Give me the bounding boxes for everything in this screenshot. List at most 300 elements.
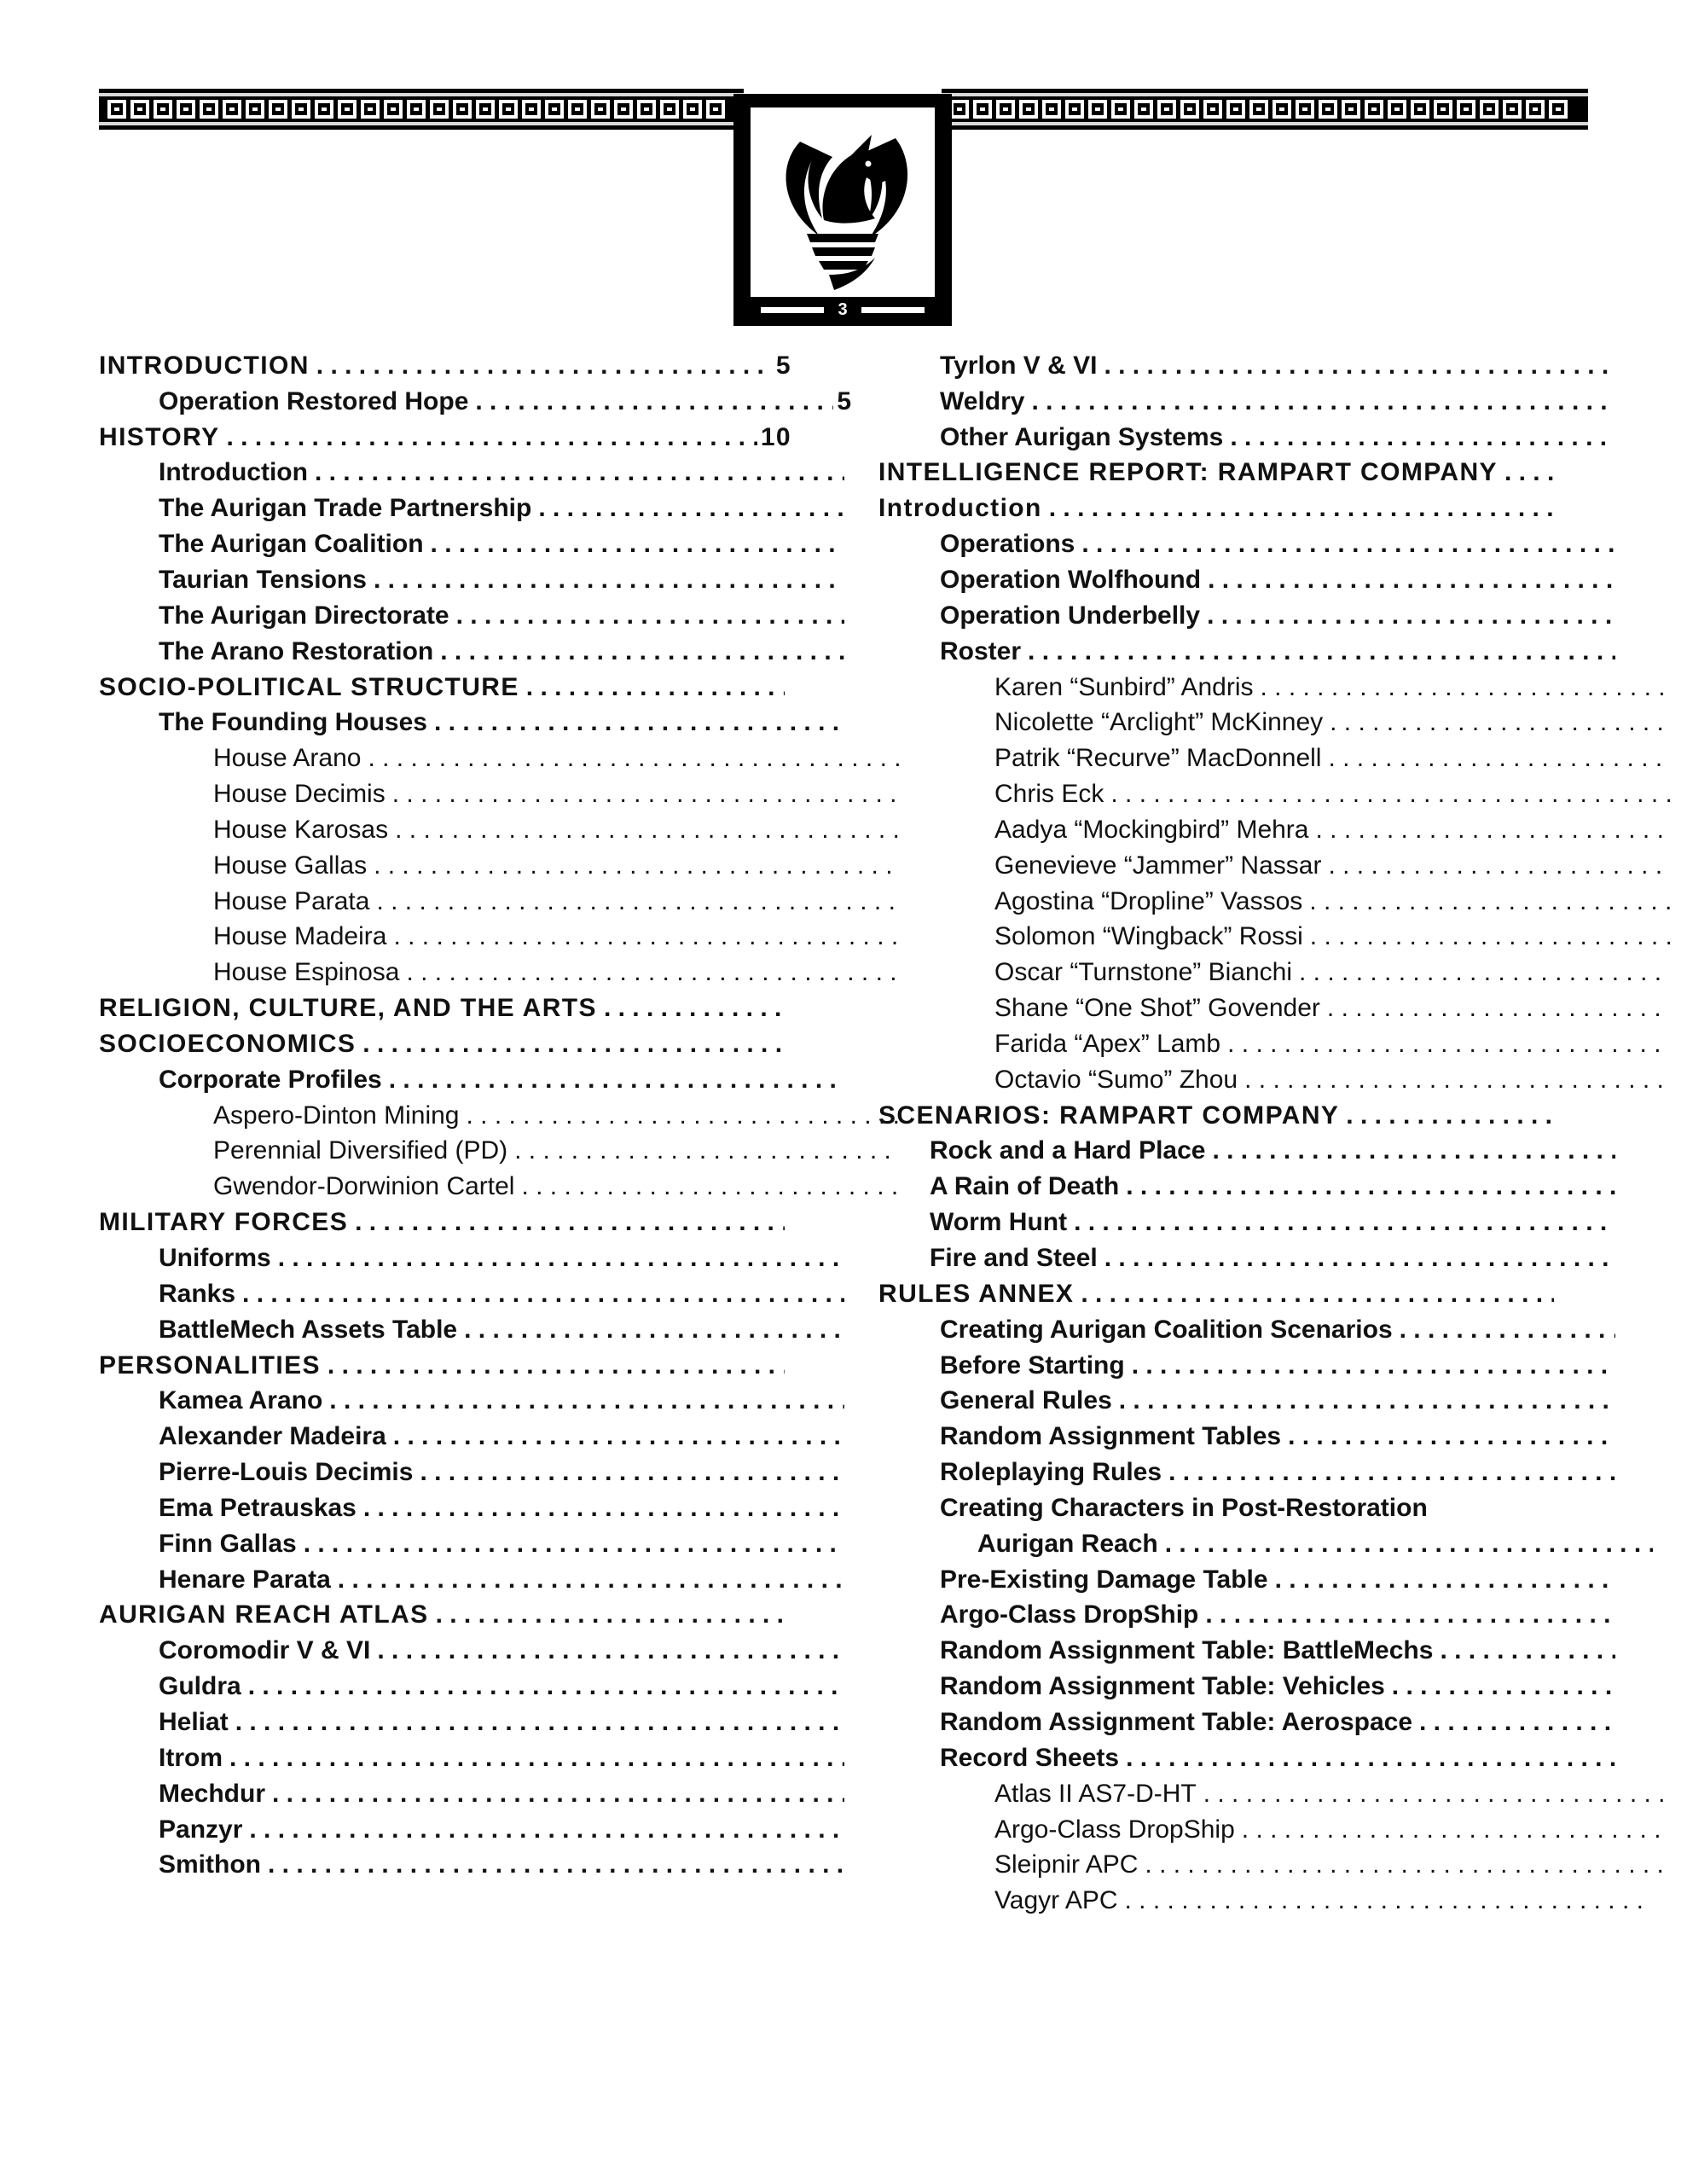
ornament-cell <box>384 100 403 119</box>
toc-leader-dots <box>1119 1386 1615 1415</box>
toc-entry-title: Heliat <box>159 1707 229 1736</box>
toc-entry-title: House Madeira <box>213 922 387 951</box>
ornament-cell <box>1134 100 1153 119</box>
toc-entry[interactable] <box>878 884 1673 920</box>
ornament-cell <box>1457 100 1475 119</box>
toc-entry-title: Aadya “Mockingbird” Mehra <box>994 815 1309 844</box>
toc-entry-title: Guldra <box>159 1672 241 1701</box>
toc-leader-dots <box>1227 1030 1670 1059</box>
toc-leader-dots <box>1261 673 1671 702</box>
toc-entry[interactable] <box>99 420 791 456</box>
ornament-cell <box>130 100 149 119</box>
ornament-cell <box>269 100 287 119</box>
toc-leader-dots <box>1126 1172 1615 1201</box>
toc-entry[interactable] <box>878 1526 1656 1562</box>
toc-leader-dots <box>1328 744 1670 773</box>
toc-entry[interactable] <box>99 884 902 920</box>
toc-leader-dots <box>376 887 899 916</box>
toc-entry[interactable] <box>878 1669 1619 1705</box>
toc-column-right <box>878 348 1574 1919</box>
toc-leader-dots <box>338 1565 844 1594</box>
toc-entry[interactable] <box>99 1240 848 1276</box>
toc-leader-dots <box>1126 1744 1615 1773</box>
toc-entry[interactable] <box>99 1812 848 1848</box>
toc-entry-title: Pierre-Louis Decimis <box>159 1458 414 1487</box>
toc-entry-title: House Parata <box>213 886 370 915</box>
ornament-cell <box>1434 100 1452 119</box>
toc-entry[interactable] <box>99 1348 788 1384</box>
toc-leader-dots <box>475 387 833 416</box>
toc-entry-title: House Gallas <box>213 851 368 880</box>
page-number: 3 <box>733 297 952 322</box>
toc-entry-title: Tyrlon V & VI <box>940 351 1098 380</box>
toc-entry-title: Random Assignment Table: Vehicles <box>940 1672 1385 1701</box>
ornament-cell <box>973 100 992 119</box>
ornament-cell <box>545 100 564 119</box>
toc-entry[interactable] <box>878 1383 1619 1419</box>
toc-entry-title: INTRODUCTION <box>99 351 310 380</box>
toc-entry-title: Agostina “Dropline” Vassos <box>994 886 1303 915</box>
toc-leader-dots <box>1242 1815 1670 1844</box>
toc-entry-title: Operation Underbelly <box>940 601 1201 630</box>
toc-entry-title: The Aurigan Trade Partnership <box>159 494 532 523</box>
toc-leader-dots <box>242 1280 844 1309</box>
toc-entry[interactable] <box>99 1169 902 1205</box>
ornament-cell <box>1296 100 1314 119</box>
ornament-cell <box>338 100 357 119</box>
toc-entry-title: HISTORY <box>99 422 220 451</box>
phoenix-horse-emblem-icon <box>751 107 935 297</box>
ornament-cell <box>1019 100 1038 119</box>
toc-entry-title: Fire and Steel <box>930 1244 1098 1273</box>
toc-entry[interactable] <box>99 1490 848 1526</box>
ornament-cell <box>1526 100 1545 119</box>
toc-entry[interactable] <box>99 776 902 812</box>
toc-leader-dots <box>1392 1672 1615 1701</box>
toc-entry[interactable] <box>99 1383 848 1419</box>
toc-entry[interactable] <box>99 1062 848 1098</box>
toc-entry[interactable] <box>99 1847 848 1883</box>
toc-entry-title: Patrik “Recurve” MacDonnell <box>994 744 1322 773</box>
toc-entry-title: Henare Parata <box>159 1565 331 1594</box>
toc-leader-dots <box>355 1208 785 1237</box>
toc-leader-dots <box>229 1744 844 1773</box>
toc-leader-dots <box>329 1386 844 1415</box>
toc-entry-title: Mechdur <box>159 1779 266 1808</box>
toc-entry-title: Smithon <box>159 1850 261 1879</box>
toc-entry[interactable] <box>878 705 1673 741</box>
ornament-cell <box>292 100 310 119</box>
toc-entry[interactable] <box>99 848 902 884</box>
toc-entry[interactable] <box>878 1026 1673 1062</box>
ornament-cell <box>476 100 495 119</box>
toc-entry[interactable] <box>878 812 1673 848</box>
toc-entry[interactable] <box>99 1134 902 1170</box>
ornament-cell <box>499 100 518 119</box>
toc-entry-title: Shane “One Shot” Govender <box>994 994 1320 1023</box>
toc-leader-dots <box>1125 1886 1653 1915</box>
toc-leader-dots <box>363 1494 844 1523</box>
toc-leader-dots <box>249 1815 844 1844</box>
toc-entry[interactable] <box>99 1098 902 1134</box>
toc-leader-dots <box>328 1351 785 1380</box>
toc-leader-dots <box>1145 1850 1670 1879</box>
toc-entry[interactable] <box>99 1740 848 1776</box>
toc-leader-dots <box>466 1101 899 1130</box>
header-ornament-right <box>942 89 1588 130</box>
ornament-cell <box>568 100 587 119</box>
toc-entry-title: INTELLIGENCE REPORT: RAMPART COMPANY <box>878 458 1498 487</box>
toc-entry[interactable] <box>878 348 1619 384</box>
ornament-cell <box>683 100 702 119</box>
toc-leader-dots <box>395 816 899 845</box>
ornament-cell <box>107 100 126 119</box>
toc-leader-dots <box>1419 1708 1615 1737</box>
toc-entry[interactable] <box>878 598 1619 634</box>
toc-entry-title: House Espinosa <box>213 958 400 987</box>
ornament-cell <box>660 100 679 119</box>
toc-entry[interactable] <box>99 598 848 634</box>
toc-entry-title: Random Assignment Table: Aerospace <box>940 1707 1413 1736</box>
toc-entry[interactable] <box>878 1312 1619 1348</box>
ornament-cell <box>637 100 656 119</box>
toc-leader-dots <box>374 851 899 880</box>
ornament-cell <box>522 100 541 119</box>
toc-entry[interactable] <box>878 741 1673 776</box>
toc-entry[interactable] <box>878 1205 1619 1240</box>
toc-entry-title: The Aurigan Directorate <box>159 601 449 630</box>
toc-entry-title: Farida “Apex” Lamb <box>994 1029 1221 1058</box>
ornament-cell <box>453 100 472 119</box>
toc-entry-title: Chris Eck <box>994 780 1104 809</box>
toc-entry[interactable] <box>878 1276 1557 1312</box>
toc-page-number: 5 <box>775 351 791 380</box>
toc-entry[interactable] <box>878 456 1557 491</box>
toc-entry-title: AURIGAN REACH ATLAS <box>99 1600 429 1629</box>
toc-leader-dots <box>434 708 844 737</box>
ornament-cell <box>1319 100 1337 119</box>
toc-leader-dots <box>1288 1422 1615 1451</box>
toc-entry[interactable] <box>99 705 848 741</box>
toc-entry[interactable] <box>99 1205 788 1240</box>
toc-leader-dots <box>377 1636 844 1665</box>
toc-entry-title: Aspero-Dinton Mining <box>213 1101 460 1130</box>
ornament-cell <box>1272 100 1291 119</box>
toc-entry[interactable] <box>99 1669 848 1705</box>
toc-entry[interactable] <box>878 1776 1673 1812</box>
toc-entry-title: Pre-Existing Damage Table <box>940 1565 1268 1594</box>
toc-leader-dots <box>374 566 844 595</box>
toc-leader-dots <box>1104 351 1615 380</box>
ornament-cell <box>1388 100 1406 119</box>
toc-entry[interactable] <box>878 920 1673 956</box>
toc-entry-title: SCENARIOS: RAMPART COMPANY <box>878 1101 1340 1130</box>
toc-entry[interactable] <box>878 670 1673 706</box>
toc-entry[interactable] <box>99 562 848 598</box>
toc-entry[interactable] <box>878 1598 1619 1634</box>
toc-entry[interactable] <box>878 1062 1673 1098</box>
toc-entry[interactable] <box>878 1455 1619 1490</box>
toc-entry-title: Coromodir V & VI <box>159 1636 371 1665</box>
ornament-cell <box>430 100 449 119</box>
toc-leader-dots <box>227 423 757 452</box>
toc-leader-dots <box>235 1708 844 1737</box>
toc-entry-title: Ranks <box>159 1279 236 1308</box>
toc-leader-dots <box>304 1530 844 1559</box>
toc-leader-dots <box>1207 601 1615 630</box>
ornament-cell <box>1042 100 1061 119</box>
toc-page-number: 5 <box>837 386 851 415</box>
toc-entry[interactable] <box>99 1705 848 1740</box>
toc-entry-title: Atlas II AS7-D-HT <box>994 1779 1197 1808</box>
ornament-cell <box>1480 100 1499 119</box>
toc-entry[interactable] <box>878 1740 1619 1776</box>
toc-entry[interactable] <box>878 1490 1619 1526</box>
toc-entry[interactable] <box>99 1598 788 1634</box>
toc-entry-title: Creating Aurigan Coalition Scenarios <box>940 1315 1393 1344</box>
toc-entry[interactable] <box>878 491 1557 526</box>
ornament-cell <box>1411 100 1429 119</box>
ornament-cell <box>1365 100 1383 119</box>
toc-leader-dots <box>1230 423 1615 452</box>
toc-entry-title: Other Aurigan Systems <box>940 422 1224 451</box>
toc-leader-dots <box>1299 958 1670 987</box>
toc-leader-dots <box>1104 1244 1615 1273</box>
toc-entry-title: Random Assignment Tables <box>940 1422 1282 1451</box>
toc-entry-title: Nicolette “Arclight” McKinney <box>994 708 1324 737</box>
toc-entry[interactable] <box>99 990 788 1026</box>
toc-leader-dots <box>456 601 844 630</box>
toc-entry-title: Argo-Class DropShip <box>940 1600 1199 1629</box>
toc-entry[interactable] <box>99 1026 788 1062</box>
toc-entry[interactable] <box>99 1419 848 1455</box>
toc-leader-dots <box>1330 708 1670 737</box>
toc-leader-dots <box>392 780 899 809</box>
toc-leader-dots <box>1168 1458 1615 1487</box>
ornament-cell <box>1342 100 1360 119</box>
toc-entry-title: Operation Wolfhound <box>940 565 1202 594</box>
toc-leader-dots <box>1081 1280 1554 1309</box>
ornament-cell <box>1157 100 1176 119</box>
toc-leader-dots <box>436 1600 785 1629</box>
toc-leader-dots <box>1208 566 1615 595</box>
toc-entry-title: General Rules <box>940 1386 1112 1415</box>
toc-entry[interactable] <box>99 491 848 526</box>
toc-entry-title: Introduction <box>878 494 1042 523</box>
toc-entry-title: The Aurigan Coalition <box>159 530 424 559</box>
toc-leader-dots <box>1327 994 1670 1023</box>
toc-entry[interactable] <box>99 348 791 384</box>
toc-entry-title: Sleipnir APC <box>994 1850 1139 1879</box>
toc-leader-dots <box>315 458 844 487</box>
toc-leader-dots <box>368 744 899 773</box>
toc-entry-title: A Rain of Death <box>930 1172 1120 1201</box>
toc-leader-dots <box>431 530 844 559</box>
toc-leader-dots <box>1132 1351 1615 1380</box>
ornament-cell <box>407 100 426 119</box>
ornament-cell <box>1503 100 1522 119</box>
toc-leader-dots <box>464 1316 844 1345</box>
toc-entry-title: SOCIO-POLITICAL STRUCTURE <box>99 672 519 701</box>
toc-entry[interactable] <box>878 955 1673 990</box>
toc-leader-dots <box>1110 780 1670 809</box>
toc-leader-dots <box>521 1172 899 1201</box>
toc-entry[interactable] <box>99 456 848 491</box>
toc-entry-title: Creating Characters in Post-Restoration <box>940 1493 1428 1522</box>
toc-entry[interactable] <box>878 420 1619 456</box>
toc-entry-title: SOCIOECONOMICS <box>99 1029 357 1058</box>
ornament-cell <box>315 100 333 119</box>
ornament-cell <box>591 100 610 119</box>
toc-entry-title: Weldry <box>940 386 1025 415</box>
toc-leader-dots <box>278 1244 844 1273</box>
toc-leader-dots <box>440 637 844 666</box>
toc-leader-dots <box>1081 530 1615 559</box>
toc-leader-dots <box>1203 1780 1670 1809</box>
toc-entry[interactable] <box>878 1134 1619 1170</box>
ornament-cell <box>200 100 218 119</box>
toc-entry-title: Finn Gallas <box>159 1529 297 1558</box>
toc-entry-title: Oscar “Turnstone” Bianchi <box>994 958 1293 987</box>
toc-leader-dots <box>1328 851 1670 880</box>
ornament-cell <box>1088 100 1107 119</box>
toc-entry[interactable] <box>878 1847 1673 1883</box>
toc-leader-dots <box>1400 1316 1615 1345</box>
ornament-cell <box>1111 100 1130 119</box>
toc-entry[interactable] <box>878 1348 1619 1384</box>
toc-leader-dots <box>1309 887 1670 916</box>
toc-entry[interactable] <box>99 920 902 956</box>
toc-entry[interactable] <box>878 1419 1619 1455</box>
toc-entry-title: Perennial Diversified (PD) <box>213 1136 508 1165</box>
toc-entry-title: House Arano <box>213 744 362 773</box>
toc-entry-title: BattleMech Assets Table <box>159 1315 458 1344</box>
toc-entry-title: Vagyr APC <box>994 1886 1118 1915</box>
toc-entry-title: Corporate Profiles <box>159 1065 382 1094</box>
toc-entry[interactable] <box>99 1276 848 1312</box>
toc-entry[interactable] <box>878 848 1673 884</box>
toc-entry-title: Itrom <box>159 1743 223 1772</box>
toc-leader-dots <box>393 1422 844 1451</box>
toc-entry-title: House Karosas <box>213 815 389 844</box>
toc-entry[interactable] <box>878 1705 1619 1740</box>
toc-entry[interactable] <box>99 741 902 776</box>
toc-entry[interactable] <box>99 955 902 990</box>
header-ornament-left <box>99 89 744 130</box>
ornament-cell <box>1180 100 1199 119</box>
toc-entry[interactable] <box>99 1562 848 1598</box>
toc-leader-dots <box>538 494 844 523</box>
toc-entry-title: Taurian Tensions <box>159 565 367 594</box>
toc-entry[interactable] <box>878 526 1619 562</box>
toc-entry[interactable] <box>99 384 851 420</box>
toc-leader-dots <box>1205 1600 1615 1629</box>
ornament-cell <box>996 100 1015 119</box>
toc-entry-title: House Decimis <box>213 780 386 809</box>
toc-entry[interactable] <box>99 1633 848 1669</box>
ornament-cell <box>950 100 969 119</box>
toc-entry-title: RELIGION, CULTURE, AND THE ARTS <box>99 994 597 1023</box>
toc-entry-title: Octavio “Sumo” Zhou <box>994 1065 1238 1094</box>
ornament-cell <box>361 100 380 119</box>
toc-entry[interactable] <box>878 1098 1557 1134</box>
toc-entry[interactable] <box>99 634 848 670</box>
toc-entry-title: Gwendor-Dorwinion Cartel <box>213 1172 515 1201</box>
toc-leader-dots <box>268 1850 844 1879</box>
toc-entry-title: PERSONALITIES <box>99 1350 321 1380</box>
toc-entry[interactable] <box>878 1169 1619 1205</box>
ornament-cell <box>1065 100 1084 119</box>
toc-entry[interactable] <box>878 562 1619 598</box>
toc-leader-dots <box>1440 1636 1615 1665</box>
toc-entry-title: Operations <box>940 530 1075 559</box>
ornament-cell <box>1549 100 1568 119</box>
toc-entry-title: Roster <box>940 636 1022 665</box>
toc-entry[interactable] <box>878 990 1673 1026</box>
toc-leader-dots <box>272 1780 844 1809</box>
toc-entry-title: Alexander Madeira <box>159 1422 386 1451</box>
toc-leader-dots <box>1165 1530 1653 1559</box>
toc-leader-dots <box>514 1136 899 1165</box>
toc-leader-dots <box>1074 1208 1615 1237</box>
toc-entry-title: Random Assignment Table: BattleMechs <box>940 1636 1434 1665</box>
toc-entry[interactable] <box>878 634 1619 670</box>
toc-entry-title: RULES ANNEX <box>878 1279 1075 1308</box>
toc-entry[interactable] <box>878 1240 1619 1276</box>
toc-entry[interactable] <box>878 384 1619 420</box>
toc-leader-dots <box>1028 637 1615 666</box>
toc-entry[interactable] <box>99 1312 848 1348</box>
toc-leader-dots <box>1049 494 1554 523</box>
ornament-cell <box>1203 100 1222 119</box>
toc-entry-title: MILITARY FORCES <box>99 1208 349 1237</box>
toc-entry[interactable] <box>99 1776 848 1812</box>
toc-entry[interactable] <box>878 1812 1673 1848</box>
toc-leader-dots <box>1244 1066 1670 1095</box>
toc-entry[interactable] <box>878 1633 1619 1669</box>
ornament-cell <box>177 100 195 119</box>
ornament-cell <box>154 100 172 119</box>
toc-entry-title: Kamea Arano <box>159 1386 323 1415</box>
toc-entry[interactable] <box>878 1883 1656 1919</box>
toc-entry-title: Introduction <box>159 458 308 487</box>
toc-leader-dots <box>393 922 899 951</box>
toc-entry[interactable] <box>99 812 902 848</box>
toc-entry-title: Genevieve “Jammer” Nassar <box>994 851 1322 880</box>
toc-entry[interactable] <box>99 1526 848 1562</box>
toc-entry-title: Solomon “Wingback” Rossi <box>994 922 1303 951</box>
toc-entry[interactable] <box>99 526 848 562</box>
toc-entry[interactable] <box>99 670 788 706</box>
toc-entry-title: The Founding Houses <box>159 708 427 737</box>
toc-leader-dots <box>1310 922 1670 951</box>
toc-entry-title: Before Starting <box>940 1350 1125 1380</box>
toc-leader-dots <box>526 673 785 702</box>
toc-entry[interactable] <box>878 776 1673 812</box>
ornament-cell <box>1249 100 1268 119</box>
toc-leader-dots <box>420 1458 844 1487</box>
toc-entry-title: Roleplaying Rules <box>940 1458 1162 1487</box>
toc-leader-dots <box>248 1672 844 1701</box>
toc-leader-dots <box>1346 1101 1554 1130</box>
toc-entry-title: Operation Restored Hope <box>159 386 469 415</box>
toc-leader-dots <box>389 1066 844 1095</box>
toc-leader-dots <box>406 958 899 987</box>
toc-entry[interactable] <box>878 1562 1619 1598</box>
toc-entry[interactable] <box>99 1455 848 1490</box>
toc-leader-dots <box>1315 816 1670 845</box>
ornament-cell <box>223 100 241 119</box>
